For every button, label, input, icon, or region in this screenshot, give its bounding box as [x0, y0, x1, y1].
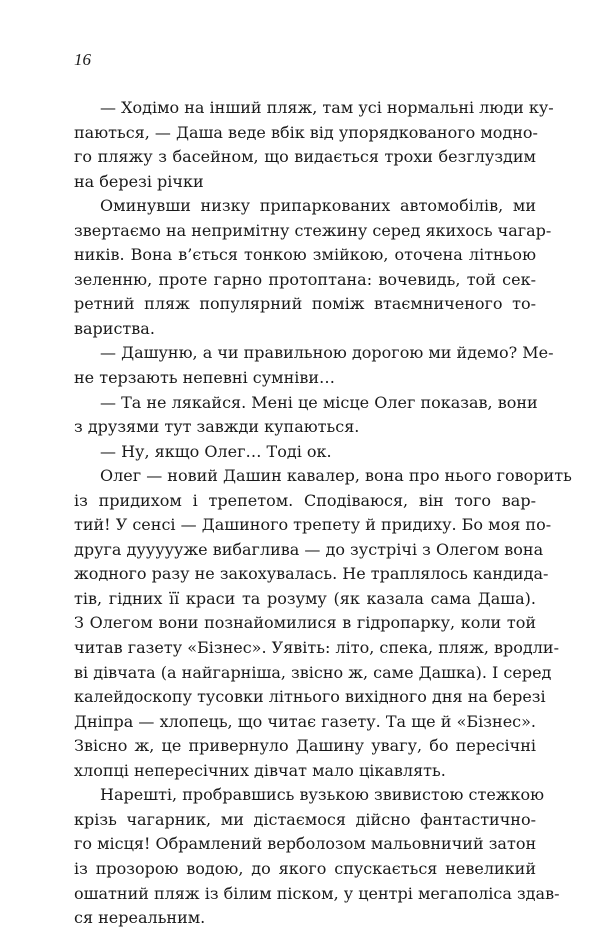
text-line: го пляжу з басейном, що видається трохи безглуздим: [74, 147, 536, 167]
text-line: го місця! Обрамлений верболозом мальовничий затон: [74, 834, 537, 854]
text-line: Олег — новий Дашин кавалер, вона про нього говорить: [100, 466, 572, 486]
text-line: тий! У сенсі — Дашиного трепету й придиху. Бо моя по-: [74, 515, 552, 535]
text-line: зеленню, проте гарно протоптана: вочевидь, той сек-: [74, 269, 536, 289]
text-line: із придихом і трепетом. Сподіваюся, він того вар-: [74, 490, 536, 510]
text-line: вариства.: [74, 318, 155, 338]
text-line: із прозорою водою, до якого спускається невеликий: [74, 858, 536, 878]
text-line: читав газету «Бізнес». Уявіть: літо, спека, пляж, вродли-: [74, 638, 559, 658]
text-line: жодного разу не закохувалась. Не траплялось кандида-: [74, 564, 549, 584]
text-line: ретний пляж популярний поміж втаємниченого то-: [74, 294, 536, 314]
text-line: звертаємо на непримітну стежину серед якихось чагар-: [74, 220, 552, 240]
text-line: хлопці непересічних дівчат мало цікавлять.: [74, 760, 446, 780]
text-line: — Та не лякайся. Мені це місце Олег показав, вони: [100, 392, 538, 412]
text-line: Звісно ж, це привернуло Дашину увагу, бо пересічні: [74, 736, 536, 756]
text-line: тів, гідних її краси та розуму (як казала сама Даша).: [74, 588, 536, 608]
text-line: ошатний пляж із білим піском, у центрі мегаполіса здав-: [74, 883, 560, 903]
text-line: Оминувши низку припаркованих автомобілів, ми: [100, 196, 536, 216]
text-line: паються, — Даша веде вбік від упорядкованого модно-: [74, 122, 538, 142]
text-line: калейдоскопу тусовки літнього вихідного дня на березі: [74, 687, 546, 707]
text-line: крізь чагарник, ми дістаємося дійсно фантастично-: [74, 809, 536, 829]
text-line: на березі річки: [74, 171, 204, 191]
text-line: ників. Вона в’ється тонкою змійкою, оточена літньою: [74, 245, 536, 265]
text-line: друга дуууууже вибаглива — до зустрічі з Олегом вона: [74, 539, 544, 559]
text-line: ві дівчата (а найгарніша, звісно ж, саме Дашка). І серед: [74, 662, 552, 682]
text-line: — Ходімо на інший пляж, там усі нормальні люди ку-: [100, 98, 554, 117]
text-line: ся нереальним.: [74, 908, 206, 928]
page-number: 16: [74, 50, 91, 69]
text-line: — Ну, якщо Олег… Тоді ок.: [100, 441, 332, 461]
body-text: [74, 96, 572, 931]
text-line: не терзають непевні сумніви…: [74, 368, 336, 388]
text-line: — Дашуню, а чи правильною дорогою ми йдемо? Ме-: [100, 343, 554, 363]
text-line: Нарешті, пробравшись вузькою звивистою стежкою: [100, 785, 545, 805]
text-line: з друзями тут завжди купаються.: [74, 417, 360, 437]
text-line: Дніпра — хлопець, що читає газету. Та ще й «Бізнес».: [74, 711, 536, 731]
text-line: З Олегом вони познайомилися в гідропарку, коли той: [74, 613, 536, 633]
